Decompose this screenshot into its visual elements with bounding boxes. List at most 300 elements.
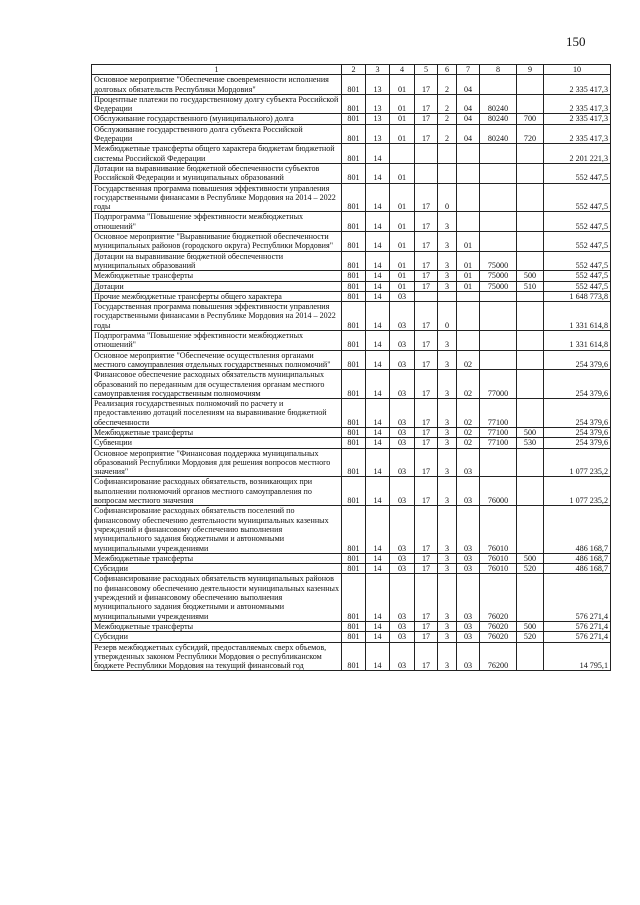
code-cell: 801 — [342, 114, 366, 124]
code-cell: 510 — [517, 281, 544, 291]
code-cell: 17 — [415, 251, 438, 271]
code-cell — [517, 331, 544, 351]
code-cell: 77100 — [480, 438, 517, 448]
code-cell: 03 — [390, 370, 415, 399]
table-row — [92, 94, 611, 114]
row-name-cell: Межбюджетные трансферты — [92, 621, 342, 631]
code-cell: 13 — [366, 114, 390, 124]
code-cell: 3 — [438, 564, 457, 574]
row-name-cell: Процентные платежи по государственному долгу субъекта Российской Федерации — [92, 94, 342, 114]
code-cell: 14 — [366, 251, 390, 271]
code-cell — [457, 291, 480, 301]
table-row — [92, 564, 611, 574]
code-cell: 801 — [342, 124, 366, 144]
code-cell: 3 — [438, 370, 457, 399]
code-cell: 01 — [390, 251, 415, 271]
code-cell: 2 — [438, 114, 457, 124]
code-cell: 17 — [415, 632, 438, 642]
code-cell: 01 — [457, 232, 480, 252]
header-cell: 9 — [517, 65, 544, 75]
code-cell: 14 — [366, 477, 390, 506]
code-cell: 520 — [517, 564, 544, 574]
table-row — [92, 114, 611, 124]
budget-table — [91, 64, 611, 671]
code-cell: 14 — [366, 448, 390, 477]
row-name-cell: Подпрограмма "Повышение эффективности межбюджетных отношений" — [92, 212, 342, 232]
code-cell: 14 — [366, 232, 390, 252]
table-row — [92, 291, 611, 301]
code-cell: 720 — [517, 124, 544, 144]
code-cell: 01 — [457, 281, 480, 291]
code-cell: 14 — [366, 427, 390, 437]
code-cell: 14 — [366, 271, 390, 281]
code-cell: 801 — [342, 183, 366, 212]
code-cell — [438, 163, 457, 183]
row-name-cell: Прочие межбюджетные трансферты общего характера — [92, 291, 342, 301]
amount-cell: 2 335 417,3 — [544, 94, 611, 114]
code-cell: 14 — [366, 553, 390, 563]
code-cell: 17 — [415, 183, 438, 212]
code-cell: 77100 — [480, 399, 517, 428]
row-name-cell: Дотации на выравнивание бюджетной обеспеченности муниципальных образований — [92, 251, 342, 271]
code-cell: 2 — [438, 75, 457, 95]
code-cell: 801 — [342, 553, 366, 563]
table-row — [92, 448, 611, 477]
code-cell: 3 — [438, 350, 457, 370]
code-cell: 3 — [438, 281, 457, 291]
code-cell: 530 — [517, 438, 544, 448]
code-cell: 75000 — [480, 271, 517, 281]
code-cell: 801 — [342, 370, 366, 399]
code-cell: 01 — [457, 251, 480, 271]
code-cell: 3 — [438, 212, 457, 232]
code-cell — [517, 574, 544, 621]
code-cell: 801 — [342, 621, 366, 631]
code-cell — [517, 291, 544, 301]
code-cell — [480, 75, 517, 95]
code-cell — [517, 251, 544, 271]
code-cell: 04 — [457, 124, 480, 144]
code-cell — [415, 291, 438, 301]
code-cell: 76000 — [480, 477, 517, 506]
code-cell: 2 — [438, 124, 457, 144]
header-cell: 5 — [415, 65, 438, 75]
code-cell: 3 — [438, 271, 457, 281]
amount-cell: 254 379,6 — [544, 370, 611, 399]
code-cell: 801 — [342, 448, 366, 477]
code-cell: 13 — [366, 94, 390, 114]
code-cell: 17 — [415, 438, 438, 448]
code-cell: 3 — [438, 438, 457, 448]
code-cell: 801 — [342, 506, 366, 553]
row-name-cell: Софинансирование расходных обязательств муниципальных районов по финансовому обеспечению деятельности муниципальных казенных учреждений и финансовому обеспечению выполнения муниципального задания бюджетными и автономными муниципальными учреждениями — [92, 574, 342, 621]
code-cell: 01 — [390, 281, 415, 291]
code-cell — [517, 183, 544, 212]
code-cell: 801 — [342, 232, 366, 252]
code-cell: 14 — [366, 370, 390, 399]
code-cell: 801 — [342, 212, 366, 232]
amount-cell: 552 447,5 — [544, 251, 611, 271]
amount-cell: 552 447,5 — [544, 212, 611, 232]
code-cell: 14 — [366, 399, 390, 428]
code-cell: 14 — [366, 574, 390, 621]
code-cell: 3 — [438, 642, 457, 671]
code-cell — [517, 448, 544, 477]
code-cell: 700 — [517, 114, 544, 124]
code-cell — [390, 144, 415, 164]
code-cell — [457, 183, 480, 212]
code-cell — [517, 642, 544, 671]
code-cell: 03 — [390, 642, 415, 671]
row-name-cell: Реализация государственных полномочий по расчету и предоставлению дотаций поселениям на выравнивание бюджетной обеспеченности — [92, 399, 342, 428]
amount-cell: 1 077 235,2 — [544, 448, 611, 477]
code-cell: 75000 — [480, 251, 517, 271]
table-row — [92, 438, 611, 448]
code-cell — [415, 144, 438, 164]
amount-cell: 254 379,6 — [544, 438, 611, 448]
code-cell: 04 — [457, 114, 480, 124]
code-cell: 76020 — [480, 574, 517, 621]
code-cell: 801 — [342, 302, 366, 331]
code-cell: 03 — [457, 574, 480, 621]
code-cell: 3 — [438, 506, 457, 553]
code-cell: 14 — [366, 183, 390, 212]
code-cell: 801 — [342, 144, 366, 164]
code-cell: 801 — [342, 632, 366, 642]
code-cell: 0 — [438, 183, 457, 212]
code-cell: 03 — [457, 553, 480, 563]
code-cell: 01 — [390, 114, 415, 124]
code-cell: 03 — [457, 564, 480, 574]
code-cell: 77000 — [480, 370, 517, 399]
code-cell: 03 — [390, 477, 415, 506]
code-cell: 801 — [342, 75, 366, 95]
amount-cell: 2 335 417,3 — [544, 75, 611, 95]
header-cell: 10 — [544, 65, 611, 75]
code-cell: 76010 — [480, 553, 517, 563]
code-cell: 801 — [342, 477, 366, 506]
code-cell: 3 — [438, 477, 457, 506]
code-cell — [517, 506, 544, 553]
code-cell — [517, 302, 544, 331]
code-cell: 801 — [342, 271, 366, 281]
code-cell: 03 — [457, 632, 480, 642]
code-cell: 14 — [366, 564, 390, 574]
table-row — [92, 621, 611, 631]
table-row — [92, 124, 611, 144]
code-cell: 04 — [457, 75, 480, 95]
code-cell: 17 — [415, 448, 438, 477]
code-cell: 0 — [438, 302, 457, 331]
header-row — [92, 65, 611, 75]
table-row — [92, 642, 611, 671]
code-cell: 03 — [390, 427, 415, 437]
code-cell: 02 — [457, 399, 480, 428]
code-cell — [517, 212, 544, 232]
row-name-cell: Межбюджетные трансферты общего характера бюджетам бюджетной системы Российской Федерации — [92, 144, 342, 164]
code-cell: 17 — [415, 350, 438, 370]
amount-cell: 1 077 235,2 — [544, 477, 611, 506]
amount-cell: 486 168,7 — [544, 506, 611, 553]
code-cell: 500 — [517, 427, 544, 437]
code-cell: 03 — [390, 632, 415, 642]
header-cell: 8 — [480, 65, 517, 75]
amount-cell: 1 331 614,8 — [544, 302, 611, 331]
code-cell: 14 — [366, 632, 390, 642]
amount-cell: 2 335 417,3 — [544, 124, 611, 144]
header-cell: 2 — [342, 65, 366, 75]
code-cell: 13 — [366, 75, 390, 95]
code-cell: 3 — [438, 574, 457, 621]
code-cell: 3 — [438, 232, 457, 252]
amount-cell: 576 271,4 — [544, 621, 611, 631]
code-cell: 14 — [366, 621, 390, 631]
code-cell — [480, 144, 517, 164]
code-cell: 03 — [390, 506, 415, 553]
code-cell: 03 — [390, 438, 415, 448]
code-cell: 500 — [517, 621, 544, 631]
code-cell: 17 — [415, 271, 438, 281]
table-row — [92, 251, 611, 271]
code-cell: 14 — [366, 350, 390, 370]
code-cell — [480, 163, 517, 183]
code-cell — [480, 232, 517, 252]
table-row — [92, 331, 611, 351]
code-cell: 14 — [366, 642, 390, 671]
table-row — [92, 144, 611, 164]
table-row — [92, 232, 611, 252]
code-cell: 801 — [342, 94, 366, 114]
code-cell: 3 — [438, 427, 457, 437]
code-cell: 03 — [457, 621, 480, 631]
code-cell — [517, 144, 544, 164]
code-cell: 17 — [415, 370, 438, 399]
code-cell: 01 — [390, 94, 415, 114]
code-cell — [517, 477, 544, 506]
code-cell: 17 — [415, 642, 438, 671]
code-cell: 17 — [415, 212, 438, 232]
amount-cell: 1 331 614,8 — [544, 331, 611, 351]
code-cell — [517, 163, 544, 183]
code-cell — [438, 144, 457, 164]
code-cell: 801 — [342, 574, 366, 621]
table-row — [92, 553, 611, 563]
row-name-cell: Дотации — [92, 281, 342, 291]
code-cell — [517, 232, 544, 252]
header-cell: 4 — [390, 65, 415, 75]
code-cell: 17 — [415, 114, 438, 124]
row-name-cell: Основное мероприятие "Выравнивание бюджетной обеспеченности муниципальных районов (городского округа) Республики Мордовия" — [92, 232, 342, 252]
code-cell — [480, 448, 517, 477]
table-row — [92, 163, 611, 183]
code-cell — [457, 302, 480, 331]
code-cell: 01 — [390, 183, 415, 212]
table-row — [92, 427, 611, 437]
code-cell: 01 — [390, 163, 415, 183]
code-cell: 03 — [457, 477, 480, 506]
code-cell: 03 — [390, 564, 415, 574]
row-name-cell: Софинансирование расходных обязательств, возникающих при выполнении полномочий органов местного самоуправления по вопросам местного значения — [92, 477, 342, 506]
code-cell: 17 — [415, 75, 438, 95]
code-cell: 14 — [366, 331, 390, 351]
header-cell: 6 — [438, 65, 457, 75]
code-cell: 03 — [390, 399, 415, 428]
amount-cell: 552 447,5 — [544, 232, 611, 252]
code-cell: 3 — [438, 399, 457, 428]
code-cell: 03 — [390, 574, 415, 621]
code-cell: 801 — [342, 350, 366, 370]
code-cell: 801 — [342, 399, 366, 428]
code-cell — [517, 370, 544, 399]
amount-cell: 254 379,6 — [544, 350, 611, 370]
table-row — [92, 370, 611, 399]
code-cell: 3 — [438, 448, 457, 477]
code-cell: 14 — [366, 291, 390, 301]
code-cell: 02 — [457, 350, 480, 370]
row-name-cell: Основное мероприятие "Финансовая поддержка муниципальных образований Республики Мордовия для решения вопросов местного значения" — [92, 448, 342, 477]
code-cell: 17 — [415, 574, 438, 621]
code-cell: 14 — [366, 212, 390, 232]
code-cell: 17 — [415, 94, 438, 114]
code-cell: 76020 — [480, 621, 517, 631]
code-cell: 76200 — [480, 642, 517, 671]
table-row — [92, 574, 611, 621]
code-cell — [517, 350, 544, 370]
code-cell: 801 — [342, 427, 366, 437]
code-cell: 17 — [415, 553, 438, 563]
code-cell: 03 — [390, 291, 415, 301]
table-row — [92, 399, 611, 428]
code-cell: 14 — [366, 144, 390, 164]
code-cell: 01 — [390, 271, 415, 281]
table-row — [92, 281, 611, 291]
code-cell: 76010 — [480, 564, 517, 574]
row-name-cell: Субвенции — [92, 438, 342, 448]
code-cell: 80240 — [480, 124, 517, 144]
code-cell: 801 — [342, 251, 366, 271]
row-name-cell: Резерв межбюджетных субсидий, предоставляемых сверх объемов, утвержденных законом Республики Мордовия о республиканском бюджете Республики Мордовия на текущий финансовый год — [92, 642, 342, 671]
code-cell: 03 — [390, 553, 415, 563]
row-name-cell: Дотации на выравнивание бюджетной обеспеченности субъектов Российской Федерации и муниципальных образований — [92, 163, 342, 183]
table-row — [92, 477, 611, 506]
row-name-cell: Финансовое обеспечение расходных обязательств муниципальных образований по переданным для осуществления органам местного самоуправления государственным полномочиям — [92, 370, 342, 399]
table-row — [92, 302, 611, 331]
amount-cell: 576 271,4 — [544, 632, 611, 642]
row-name-cell: Подпрограмма "Повышение эффективности межбюджетных отношений" — [92, 331, 342, 351]
header-cell: 1 — [92, 65, 342, 75]
code-cell: 801 — [342, 642, 366, 671]
code-cell: 80240 — [480, 94, 517, 114]
amount-cell: 552 447,5 — [544, 163, 611, 183]
amount-cell: 14 795,1 — [544, 642, 611, 671]
code-cell: 17 — [415, 506, 438, 553]
code-cell: 14 — [366, 302, 390, 331]
code-cell: 03 — [457, 506, 480, 553]
table-row — [92, 212, 611, 232]
code-cell — [480, 291, 517, 301]
code-cell — [415, 163, 438, 183]
row-name-cell: Субсидии — [92, 564, 342, 574]
code-cell: 14 — [366, 506, 390, 553]
table-row — [92, 506, 611, 553]
table-row — [92, 350, 611, 370]
amount-cell: 486 168,7 — [544, 564, 611, 574]
code-cell: 13 — [366, 124, 390, 144]
amount-cell: 552 447,5 — [544, 183, 611, 212]
code-cell — [480, 302, 517, 331]
code-cell: 801 — [342, 564, 366, 574]
amount-cell: 254 379,6 — [544, 399, 611, 428]
amount-cell: 2 335 417,3 — [544, 114, 611, 124]
code-cell: 801 — [342, 331, 366, 351]
code-cell: 17 — [415, 281, 438, 291]
row-name-cell: Межбюджетные трансферты — [92, 553, 342, 563]
row-name-cell: Государственная программа повышения эффективности управления государственными финансами в Республике Мордовия на 2014 – 2022 годы — [92, 183, 342, 212]
amount-cell: 2 201 221,3 — [544, 144, 611, 164]
row-name-cell: Обслуживание государственного долга субъекта Российской Федерации — [92, 124, 342, 144]
code-cell: 17 — [415, 427, 438, 437]
row-name-cell: Софинансирование расходных обязательств поселений по финансовому обеспечению деятельности муниципальных казенных учреждений и финансовому обеспечению выполнения муниципального задания бюджетными и автономными муниципальными учреждениями — [92, 506, 342, 553]
row-name-cell: Межбюджетные трансферты — [92, 271, 342, 281]
code-cell — [480, 183, 517, 212]
code-cell: 02 — [457, 370, 480, 399]
code-cell — [457, 163, 480, 183]
amount-cell: 552 447,5 — [544, 271, 611, 281]
table-row — [92, 75, 611, 95]
code-cell: 01 — [390, 75, 415, 95]
code-cell: 03 — [457, 448, 480, 477]
code-cell: 01 — [390, 232, 415, 252]
code-cell — [480, 350, 517, 370]
row-name-cell: Основное мероприятие "Обеспечение осуществления органами местного самоуправления отдельных государственных полномочий" — [92, 350, 342, 370]
code-cell — [457, 331, 480, 351]
code-cell: 03 — [390, 621, 415, 631]
table-row — [92, 183, 611, 212]
code-cell — [517, 94, 544, 114]
code-cell: 75000 — [480, 281, 517, 291]
code-cell: 14 — [366, 281, 390, 291]
code-cell: 17 — [415, 399, 438, 428]
row-name-cell: Субсидии — [92, 632, 342, 642]
code-cell: 02 — [457, 427, 480, 437]
code-cell: 3 — [438, 331, 457, 351]
code-cell: 03 — [390, 331, 415, 351]
code-cell — [457, 212, 480, 232]
code-cell: 03 — [457, 642, 480, 671]
code-cell: 17 — [415, 564, 438, 574]
code-cell: 04 — [457, 94, 480, 114]
amount-cell: 576 271,4 — [544, 574, 611, 621]
code-cell: 500 — [517, 553, 544, 563]
code-cell: 76020 — [480, 632, 517, 642]
code-cell: 3 — [438, 632, 457, 642]
code-cell: 17 — [415, 232, 438, 252]
code-cell: 17 — [415, 124, 438, 144]
code-cell: 3 — [438, 553, 457, 563]
code-cell — [438, 291, 457, 301]
code-cell: 801 — [342, 281, 366, 291]
code-cell: 14 — [366, 438, 390, 448]
amount-cell: 552 447,5 — [544, 281, 611, 291]
table-row — [92, 271, 611, 281]
code-cell: 801 — [342, 438, 366, 448]
code-cell: 17 — [415, 302, 438, 331]
code-cell: 17 — [415, 477, 438, 506]
code-cell: 03 — [390, 350, 415, 370]
code-cell: 76010 — [480, 506, 517, 553]
code-cell — [517, 75, 544, 95]
code-cell: 17 — [415, 621, 438, 631]
